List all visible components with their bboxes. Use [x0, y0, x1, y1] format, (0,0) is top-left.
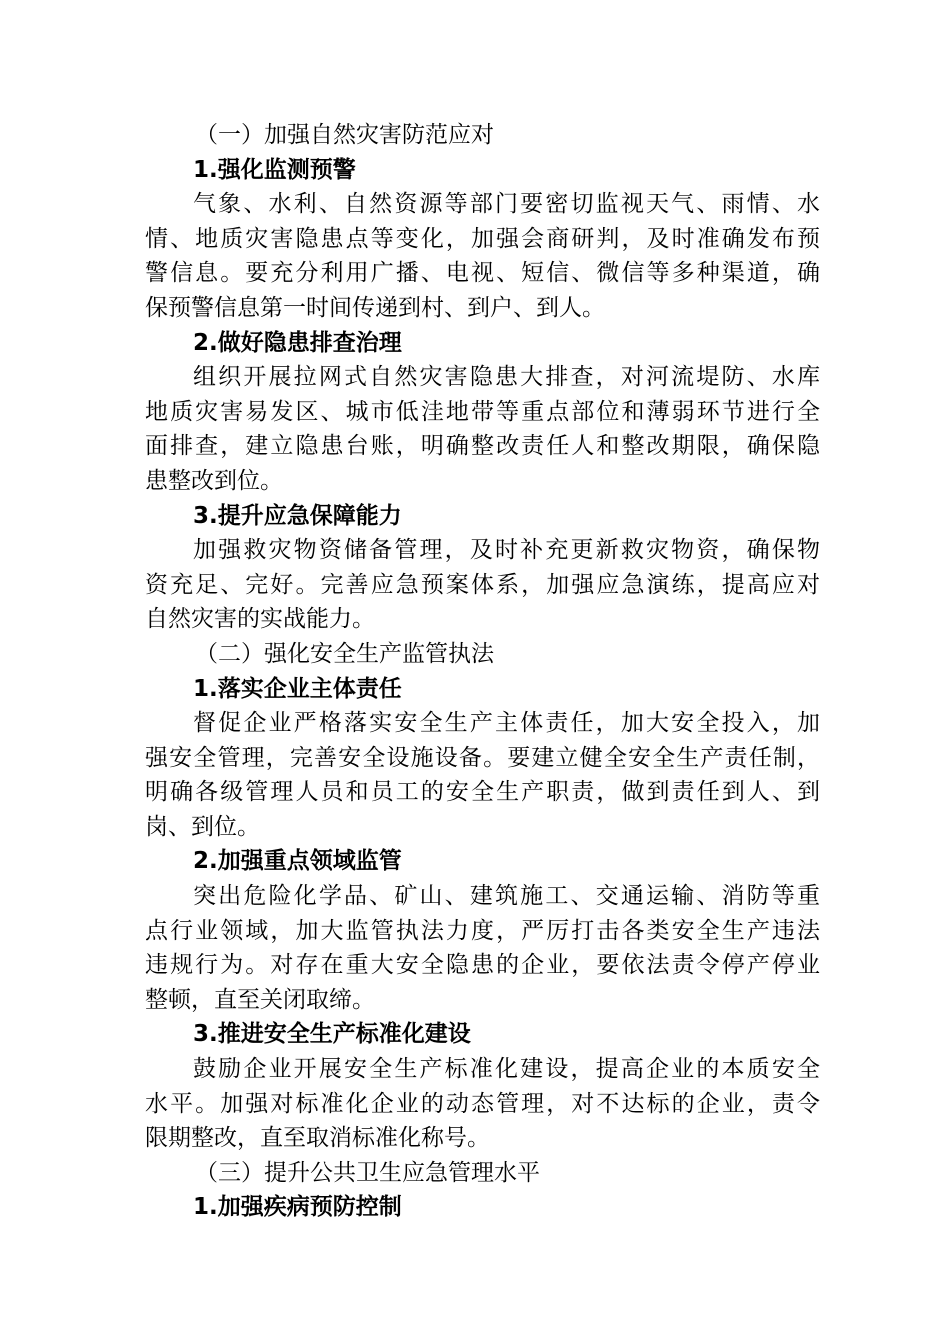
subsection-heading: 1.加强疾病预防控制: [193, 1194, 402, 1221]
document-page: [145, 118, 820, 1225]
section-heading: （二）强化安全生产监管执法: [195, 640, 494, 667]
section-heading: （一）加强自然灾害防范应对: [195, 122, 494, 148]
body-text-line: 整顿，直至关闭取缔。: [145, 986, 375, 1013]
body-text-line: 地质灾害易发区、城市低洼地带等重点部位和薄弱环节进行全: [145, 398, 820, 425]
subsection-heading: 3.提升应急保障能力: [193, 502, 402, 529]
paragraph-first-line: 加强救灾物资储备管理，及时补充更新救灾物资，确保物: [193, 537, 820, 564]
body-text-line: 保预警信息第一时间传递到村、到户、到人。: [145, 294, 605, 321]
paragraph-first-line: 气象、水利、自然资源等部门要密切监视天气、雨情、水: [193, 191, 820, 218]
paragraph-first-line: 组织开展拉网式自然灾害隐患大排查，对河流堤防、水库: [193, 364, 820, 391]
paragraph-first-line: 督促企业严格落实安全生产主体责任，加大安全投入，加: [193, 710, 820, 737]
section-heading: （三）提升公共卫生应急管理水平: [195, 1159, 540, 1186]
body-text-line: 面排查，建立隐患台账，明确整改责任人和整改期限，确保隐: [145, 433, 820, 460]
body-text-line: 资充足、完好。完善应急预案体系，加强应急演练，提高应对: [145, 571, 820, 598]
body-text-line: 自然灾害的实战能力。: [145, 606, 375, 633]
body-text-line: 情、地质灾害隐患点等变化，加强会商研判，及时准确发布预: [145, 225, 820, 252]
subsection-heading: 1.强化监测预警: [193, 156, 356, 183]
body-text-line: 岗、到位。: [145, 813, 260, 840]
body-text-line: 警信息。要充分利用广播、电视、短信、微信等多种渠道，确: [145, 260, 820, 287]
body-text-line: 患整改到位。: [145, 467, 283, 494]
body-text-line: 强安全管理，完善安全设施设备。要建立健全安全生产责任制，: [145, 744, 820, 771]
subsection-heading: 3.推进安全生产标准化建设: [193, 1021, 471, 1048]
subsection-heading: 2.加强重点领域监管: [193, 848, 402, 875]
subsection-heading: 2.做好隐患排查治理: [193, 329, 402, 356]
subsection-heading: 1.落实企业主体责任: [193, 675, 402, 702]
paragraph-first-line: 鼓励企业开展安全生产标准化建设，提高企业的本质安全: [193, 1056, 820, 1083]
body-text-line: 明确各级管理人员和员工的安全生产职责，做到责任到人、到: [145, 779, 820, 806]
paragraph-first-line: 突出危险化学品、矿山、建筑施工、交通运输、消防等重: [193, 883, 820, 910]
body-text-line: 点行业领域，加大监管执法力度，严厉打击各类安全生产违法: [145, 917, 820, 944]
body-text-line: 违规行为。对存在重大安全隐患的企业，要依法责令停产停业: [145, 952, 820, 979]
body-text-line: 水平。加强对标准化企业的动态管理，对不达标的企业，责令: [145, 1090, 820, 1117]
body-text-line: 限期整改，直至取消标准化称号。: [145, 1125, 490, 1152]
